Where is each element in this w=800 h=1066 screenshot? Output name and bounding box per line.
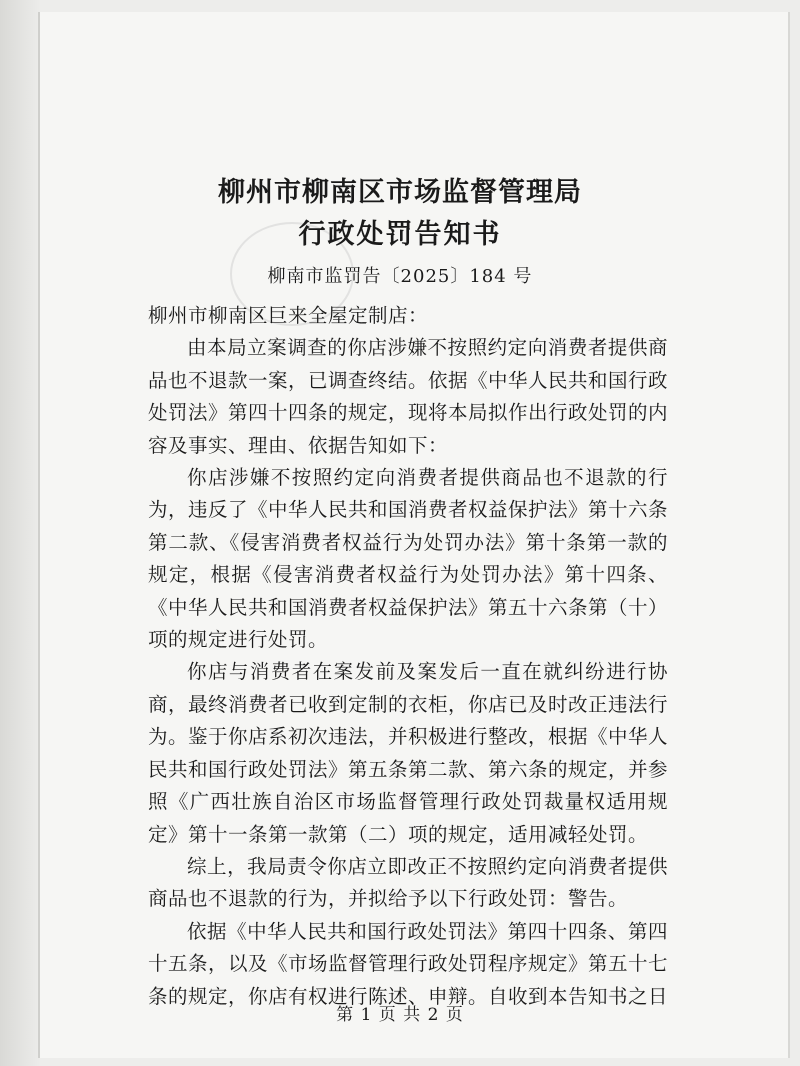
paragraph-rights: 依据《中华人民共和国行政处罚法》第四十四条、第四十五条，以及《市场监督管理行政处罚程序规定》第五十七条的规定，你店有权进行陈述、申辩。自收到本告知书之日: [148, 919, 669, 1008]
paragraph-mitigation: 你店与消费者在案发前及案发后一直在就纠纷进行协商，最终消费者已收到定制的衣柜，你店已及时改正违法行为。鉴于你店系初次违法，并积极进行整改，根据《中华人民共和国行政处罚法》第五条第二款、第六条的规定，并参照《广西壮族自治区市场监督管理行政处罚裁量权适用规定》第十一条第一款第（二）项的规定，适用减轻处罚。: [148, 660, 669, 846]
scan-left-edge: [0, 0, 40, 1066]
page-number-footer: 第 1 页 共 2 页: [336, 1005, 464, 1025]
addressee: 柳州市柳南区巨来全屋定制店：: [148, 304, 429, 327]
document-body: [148, 300, 668, 1013]
document-type-title: 行政处罚告知书: [298, 219, 502, 250]
paragraph-conclusion: 综上，我局责令你店立即改正不按照约定向消费者提供商品也不退款的行为，并拟给予以下行政处罚：警告。: [148, 854, 668, 911]
document-number: 柳南市监罚告〔2025〕184 号: [267, 266, 533, 287]
paragraph-violation: 你店涉嫌不按照约定向消费者提供商品也不退款的行为，违反了《中华人民共和国消费者权益保护法》第十六条第二款、《侵害消费者权益行为处罚办法》第十条第一款的规定，根据《侵害消费者权益行为处罚办法》第十四条、《中华人民共和国消费者权益保护法》第五十六条第（十）项的规定进行处罚。: [148, 466, 669, 652]
issuing-authority-title: 柳州市柳南区市场监督管理局: [218, 177, 582, 208]
paragraph-intro: 由本局立案调查的你店涉嫌不按照约定向消费者提供商品也不退款一案，已调查终结。依据《中华人民共和国行政处罚法》第四十四条的规定，现将本局拟作出行政处罚的内容及事实、理由、依据告知如下：: [148, 336, 669, 457]
